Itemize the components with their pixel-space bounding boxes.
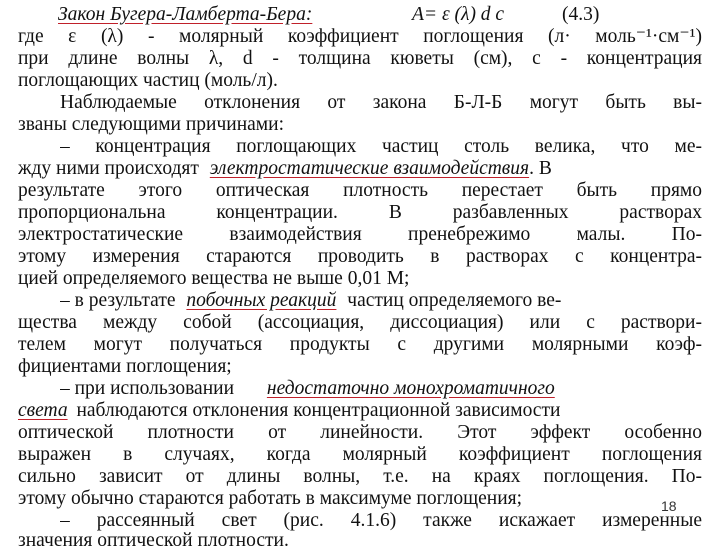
- text-line: оптической плотности от линейности. Этот эффект особенно: [18, 422, 702, 443]
- law-title: Закон Бугера-Ламберта-Бера:: [58, 4, 313, 25]
- text-line: – рассеянный свет (рис. 4.1.6) также искажает измеренные: [60, 510, 702, 531]
- emphasis-electrostatic: электростатические взаимодействия: [209, 158, 530, 179]
- text-line: телем могут получаться продукты с другими молярными коэф-: [18, 334, 702, 355]
- text-line: [18, 158, 702, 180]
- text-fragment: жду ними происходят: [18, 158, 199, 179]
- page-number: 18: [661, 498, 677, 514]
- text-line: цией определяемого вещества не выше 0,01 М;: [18, 268, 410, 289]
- emphasis-light: света: [18, 400, 68, 421]
- text-line: [18, 400, 702, 422]
- text-line: выражен в случаях, когда молярный коэффициент поглощения: [18, 444, 702, 465]
- text-line: Наблюдаемые отклонения от закона Б-Л-Б могут быть вы-: [60, 92, 702, 113]
- text-line: при длине волны λ, d - толщина кюветы (см), c - концентрация: [18, 48, 702, 69]
- formula: A= ε (λ) d c: [412, 4, 505, 25]
- text-line: щества между собой (ассоциация, диссоциация) или с раствори-: [18, 312, 702, 333]
- text-line: где ε (λ) - молярный коэффициент поглощения (л· моль⁻¹·см⁻¹): [18, 26, 702, 47]
- text-fragment: – при использовании: [60, 378, 235, 399]
- text-line: результате этого оптическая плотность перестает быть прямо: [18, 180, 702, 201]
- text-fragment: – в результате: [60, 290, 176, 311]
- text-fragment: частиц определяемого ве-: [347, 290, 562, 311]
- text-line: поглощающих частиц (моль/л).: [18, 70, 278, 91]
- text-line: электростатические взаимодействия пренебрежимо малы. По-: [18, 224, 702, 245]
- equation-number: (4.3): [562, 4, 600, 25]
- emphasis-nonmonochromatic: недостаточно монохроматичного: [266, 378, 555, 399]
- emphasis-side-reactions: побочных реакций: [186, 290, 337, 311]
- text-line: этому измерения стараются проводить в растворах с концентра-: [18, 246, 702, 267]
- formula-heading: [0, 4, 720, 26]
- text-line: пропорциональна концентрации. В разбавленных растворах: [18, 202, 702, 223]
- text-line: значения оптической плотности.: [18, 530, 289, 551]
- text-fragment: наблюдаются отклонения концентрационной зависимости: [76, 400, 561, 421]
- text-line: этому обычно стараются работать в максимуме поглощения;: [18, 488, 523, 509]
- text-line: – концентрация поглощающих частиц столь велика, что ме-: [60, 136, 702, 157]
- text-line: сильно зависит от длины волны, т.е. на краях поглощения. По-: [18, 466, 702, 487]
- text-line: фициентами поглощения;: [18, 356, 232, 377]
- text-line: [60, 290, 702, 312]
- text-line: [60, 378, 702, 400]
- text-line: званы следующими причинами:: [18, 114, 284, 135]
- text-fragment: . В: [529, 158, 552, 179]
